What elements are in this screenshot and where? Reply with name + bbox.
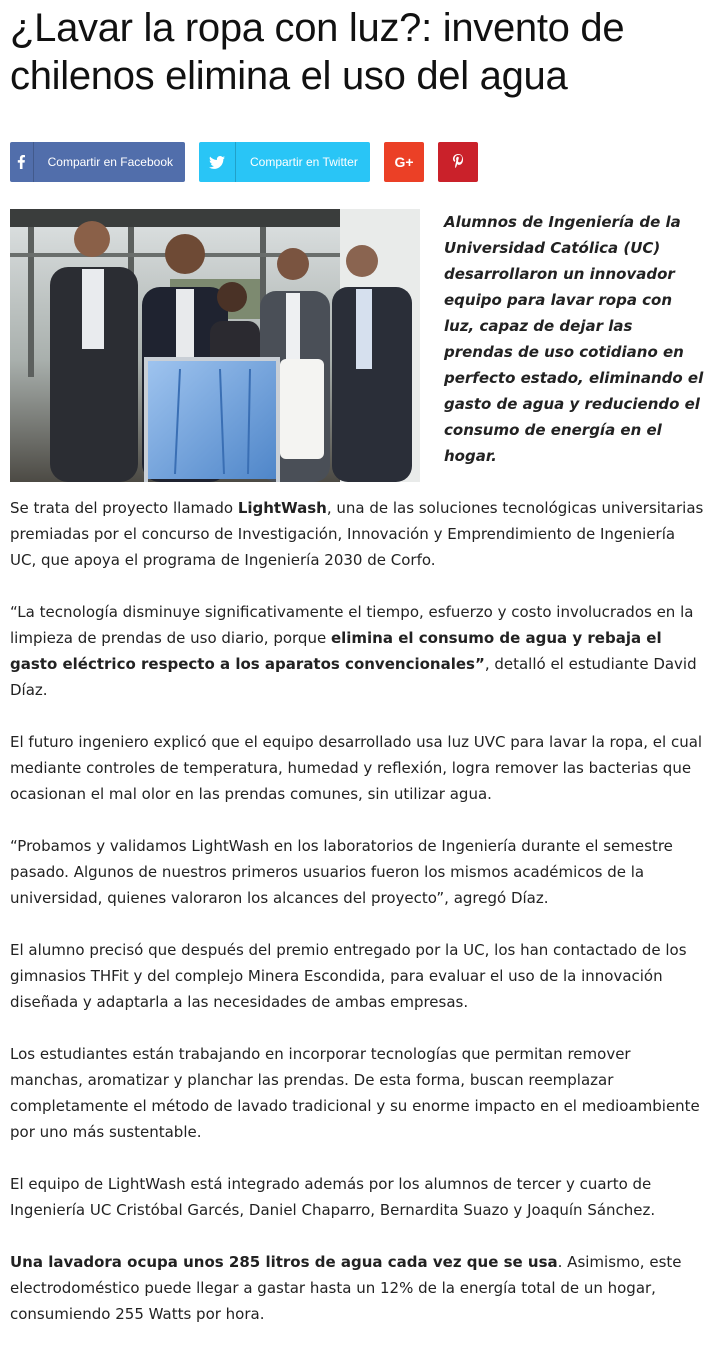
paragraph-7: El equipo de LightWash está integrado además por los alumnos de tercer y cuarto de Ingeniería UC Cristóbal Garcés, Daniel Chaparro, Bernardita Suazo y Joaquín Sánchez. — [10, 1175, 656, 1219]
share-facebook-label: Compartir en Facebook — [47, 155, 173, 169]
paragraph-2 — [10, 599, 706, 703]
google-plus-icon: G+ — [394, 154, 414, 170]
paragraph-bold-text: elimina el consumo de agua y rebaja el gasto eléctrico respecto a los aparatos convencionales” — [10, 629, 662, 673]
paragraph-bold-text: Una lavadora ocupa unos 285 litros de agua cada vez que se usa — [10, 1253, 558, 1271]
paragraph-3: El futuro ingeniero explicó que el equipo desarrollado usa luz UVC para lavar la ropa, el cual mediante controles de temperatura, humedad y reflexión, logra remover las bacterias que ocasionan el mal olor en las prendas comunes, sin utilizar agua. — [10, 733, 703, 803]
paragraph-text: . Asimismo, este electrodoméstico puede llegar a gastar hasta un 12% de la energía total de un hogar, consumiendo 255 Watts por hora. — [10, 1253, 682, 1323]
paragraph-6: Los estudiantes están trabajando en incorporar tecnologías que permitan remover manchas, aromatizar y planchar las prendas. De esta forma, buscan reemplazar completamente el método de lavado tradicional y su enorme impacto en el medioambiente por uno más sustentable. — [10, 1045, 700, 1141]
paragraph-1 — [10, 495, 706, 573]
article-photo — [10, 209, 420, 482]
paragraph-bold-text: LightWash — [237, 499, 327, 517]
share-pinterest-button[interactable] — [438, 142, 478, 182]
article-title: ¿Lavar la ropa con luz?: invento de chilenos elimina el uso del agua — [10, 6, 625, 98]
paragraph-4: “Probamos y validamos LightWash en los laboratorios de Ingeniería durante el semestre pasado. Algunos de nuestros primeros usuarios fueron los mismos académicos de la universidad, quienes valoraron los alcances del proyecto”, agregó Díaz. — [10, 837, 673, 907]
share-facebook-button[interactable] — [10, 142, 185, 182]
paragraph-text: Se trata del proyecto llamado — [10, 499, 238, 517]
article-body — [10, 209, 706, 1353]
pinterest-icon — [453, 154, 463, 171]
paragraph-text: “La tecnología disminuye significativamente el tiempo, esfuerzo y costo involucrados en la limpieza de prendas de uso diario, porque — [10, 603, 694, 647]
twitter-icon — [199, 142, 235, 182]
paragraph-text: , una de las soluciones tecnológicas universitarias premiadas por el concurso de Investigación, Innovación y Emprendimiento de Ingeniería UC, que apoya el programa de Ingeniería 2030 de Corfo. — [10, 499, 704, 569]
share-twitter-label: Compartir en Twitter — [250, 155, 358, 169]
share-googleplus-button[interactable] — [384, 142, 424, 182]
share-buttons — [10, 142, 478, 182]
paragraph-5: El alumno precisó que después del premio entregado por la UC, los han contactado de los gimnasios THFit y del complejo Minera Escondida, para evaluar el uso de la innovación diseñada y adaptarla a las necesidades de ambas empresas. — [10, 941, 687, 1011]
paragraph-8 — [10, 1249, 706, 1327]
share-twitter-button[interactable] — [199, 142, 370, 182]
facebook-icon — [10, 142, 33, 182]
article-lead: Alumnos de Ingeniería de la Universidad Católica (UC) desarrollaron un innovador equipo para lavar ropa con luz, capaz de dejar las prendas de uso cotidiano en perfecto estado, eliminando el gasto de agua y reduciendo el consumo de energía en el hogar. — [444, 213, 704, 465]
paragraph-text: , detalló el estudiante David Díaz. — [10, 655, 697, 699]
